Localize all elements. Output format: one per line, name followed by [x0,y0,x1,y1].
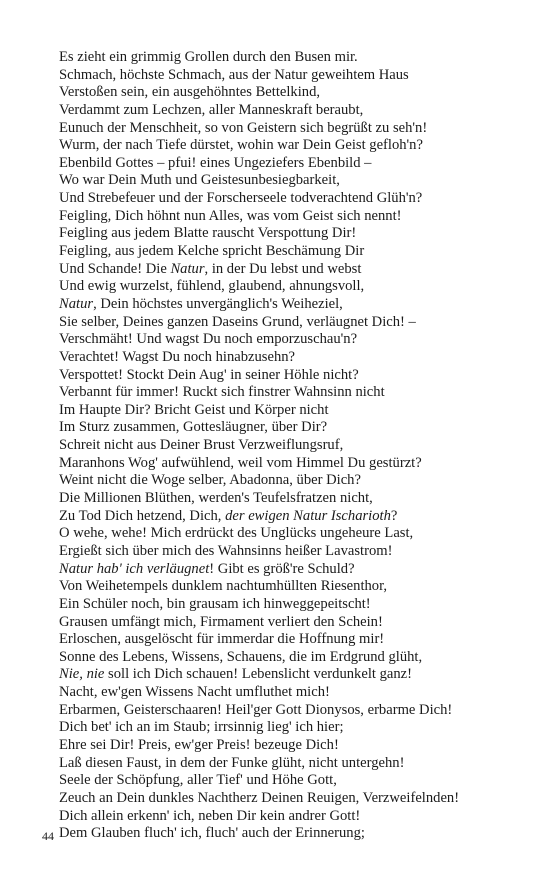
line-text: Schreit nicht aus Deiner Brust Verzweiflungsruf, [59,437,344,454]
poem-line [59,49,539,67]
poem-line [59,455,539,473]
poem-line [59,190,539,208]
line-text: Ehre sei Dir! Preis, ew'ger Preis! bezeuge Dich! [59,736,339,753]
poem-line [59,702,539,720]
line-text: Dem Glauben fluch' ich, fluch' auch der Erinnerung; [59,825,365,842]
line-text: Von Weihetempels dunklem nachtumhüllten Riesenthor, [59,578,388,595]
poem-line [59,631,539,649]
line-text: Verbannt für immer! Ruckt sich finstrer Wahnsinn nicht [59,384,385,401]
line-text: Wurm, der nach Tiefe dürstet, wohin war Dein Geist gefloh'n? [59,137,423,154]
poem-line [59,384,539,402]
line-text: Verdammt zum Lechzen, aller Manneskraft beraubt, [59,101,364,118]
line-text: Dich bet' ich an im Staub; irrsinnig lieg' ich hier; [59,719,344,736]
poem-line [59,208,539,226]
line-text: Zeuch an Dein dunkles Nachtherz Deinen Reuigen, Verzweifelnden! [59,789,460,806]
line-text: Feigling, Dich höhnt nun Alles, was vom Geist sich nennt! [59,207,402,224]
poem-line [59,755,539,773]
poem-line [59,719,539,737]
line-text: Und Strebefeuer und der Forscherseele todverachtend Glüh'n? [59,190,423,207]
poem-line [59,137,539,155]
line-text: soll ich Dich schauen! Lebenslicht verdunkelt ganz! [104,666,412,683]
line-text: Dich allein erkenn' ich, neben Dir kein andrer Gott! [59,807,361,824]
line-text: Weint nicht die Woge selber, Abadonna, über Dich? [59,472,361,489]
poem-line [59,790,539,808]
line-text: Maranhons Wog' aufwühlend, weil vom Himmel Du gestürzt? [59,454,422,471]
line-text: Sonne des Lebens, Wissens, Schauens, die im Erdgrund glüht, [59,648,423,665]
line-text: Verspottet! Stockt Dein Aug' in seiner Höhle nicht? [59,366,359,383]
line-text: Ein Schüler noch, bin grausam ich hinweggepeitscht! [59,595,371,612]
poem-line [59,490,539,508]
poem-line [59,349,539,367]
poem-line [59,261,539,279]
poem-line [59,314,539,332]
line-text: Eunuch der Menschheit, so von Geistern sich begrüßt zu seh'n! [59,119,428,136]
line-text: Und Schande! Die [59,260,171,277]
line-text: Laß diesen Faust, in dem der Funke glüht, nicht untergehn! [59,754,405,771]
poem-line [59,772,539,790]
poem-line [59,331,539,349]
poem-line [59,614,539,632]
poem-line [59,102,539,120]
line-text: Grausen umfängt mich, Firmament verliert den Schein! [59,613,383,630]
line-text: Im Haupte Dir? Bricht Geist und Körper nicht [59,401,329,418]
emphasized-text: Natur [59,295,94,312]
poem-line [59,472,539,490]
line-text: ! Gibt es größ're Schuld? [209,560,355,577]
line-text: ? [390,507,398,524]
line-text: Im Sturz zusammen, Gottesläugner, über Dir? [59,419,328,436]
page-number: 44 [42,829,54,843]
poem-line [59,825,539,843]
poem-line [59,67,539,85]
line-text: Schmach, höchste Schmach, aus der Natur geweihtem Haus [59,66,409,83]
poem-line [59,437,539,455]
poem-line [59,84,539,102]
line-text: , in der Du lebst und webst [204,260,362,277]
line-text: Wo war Dein Muth und Geistesunbesiegbarkeit, [59,172,340,189]
poem-line [59,508,539,526]
poem-line [59,808,539,826]
poem-line [59,649,539,667]
line-text: Zu Tod Dich hetzend, Dich, [59,507,226,524]
poem-line [59,367,539,385]
line-text: Verstoßen sein, ein ausgehöhntes Bettelkind, [59,84,321,101]
poem-line [59,684,539,702]
poem-line [59,666,539,684]
line-text: Sie selber, Deines ganzen Daseins Grund, verläugnet Dich! – [59,313,416,330]
line-text: Erbarmen, Geisterschaaren! Heil'ger Gott Dionysos, erbarme Dich! [59,701,453,718]
emphasized-text: Natur [170,260,205,277]
poem-line [59,561,539,579]
line-text: Ebenbild Gottes – pfui! eines Ungeziefers Ebenbild – [59,154,372,171]
line-text: , Dein höchstes unvergänglich's Weiheziel, [93,295,343,312]
line-text: Erloschen, ausgelöscht für immerdar die Hoffnung mir! [59,631,385,648]
line-text: Es zieht ein grimmig Grollen durch den Busen mir. [59,49,358,65]
poem-line [59,278,539,296]
line-text: Verachtet! Wagst Du noch hinabzusehn? [59,348,296,365]
poem-line [59,737,539,755]
poem-line [59,243,539,261]
line-text: Feigling aus jedem Blatte rauscht Verspottung Dir! [59,225,357,242]
poem-line [59,172,539,190]
line-text: Nacht, ew'gen Wissens Nacht umfluthet mich! [59,684,330,701]
emphasized-text: der ewigen Natur Ischarioth [225,507,391,524]
emphasized-text: Natur hab' ich verläugnet [59,560,210,577]
line-text: Feigling, aus jedem Kelche spricht Beschämung Dir [59,243,365,260]
line-text: Verschmäht! Und wagst Du noch emporzuschau'n? [59,331,358,348]
line-text: Die Millionen Blüthen, werden's Teufelsfratzen nicht, [59,490,373,507]
line-text: Seele der Schöpfung, aller Tief' und Höhe Gott, [59,772,337,789]
poem-line [59,296,539,314]
line-text: O wehe, wehe! Mich erdrückt des Unglücks ungeheure Last, [59,525,414,542]
poem-line [59,120,539,138]
poem-line [59,543,539,561]
line-text: Und ewig wurzelst, fühlend, glaubend, ahnungsvoll, [59,278,365,295]
poem-line [59,578,539,596]
line-text: Ergießt sich über mich des Wahnsinns heißer Lavastrom! [59,542,393,559]
poem-line [59,525,539,543]
poem-line [59,225,539,243]
poem-line [59,596,539,614]
poem-line [59,155,539,173]
poem-line [59,419,539,437]
poem-text [59,49,539,843]
poem-line [59,402,539,420]
emphasized-text: Nie, nie [59,666,105,683]
